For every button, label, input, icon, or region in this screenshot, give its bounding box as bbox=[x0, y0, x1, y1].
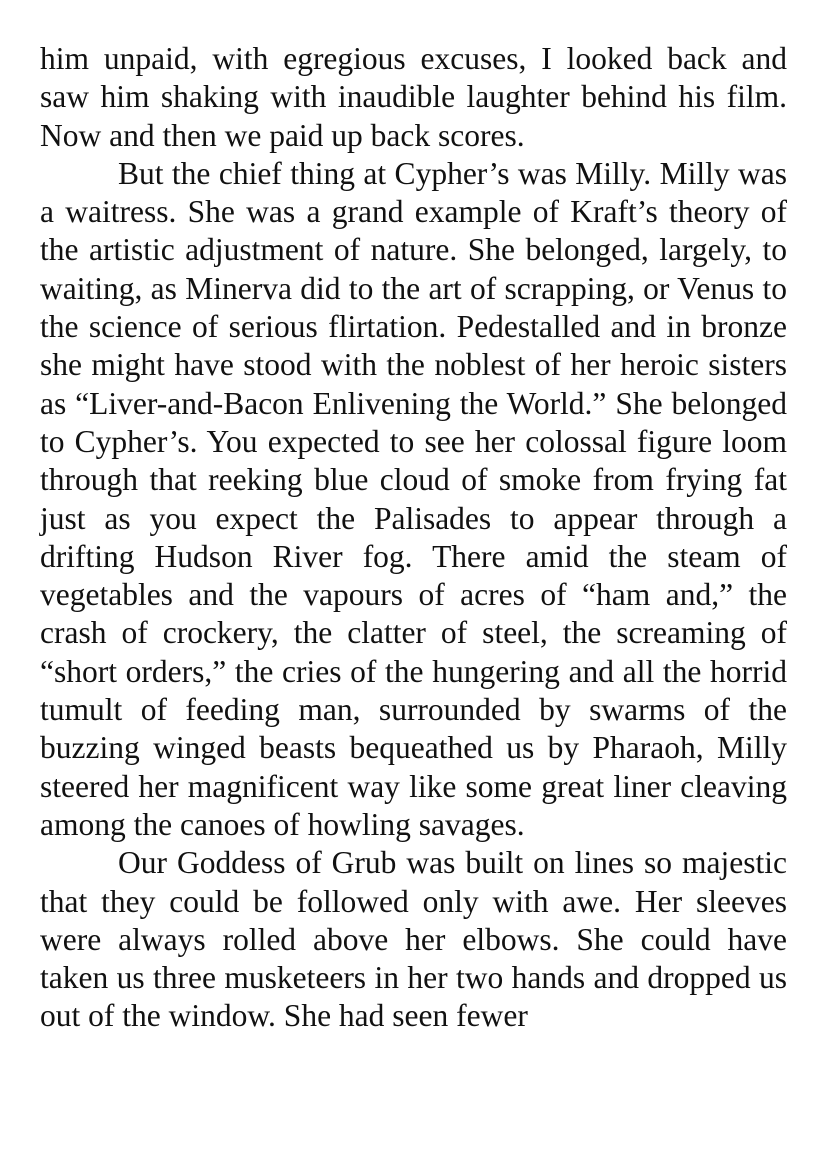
paragraph-continued: him unpaid, with egregious excuses, I looked back and saw him shaking with inaudible laughter behind his film. Now and then we paid up back scores. bbox=[40, 41, 787, 153]
paragraph-goddess-of-grub: Our Goddess of Grub was built on lines so majestic that they could be followed only with awe. Her sleeves were always rolled above her elbows. She could have taken us three musketeers in her two hands and dropped us out of the window. She had seen fewer bbox=[40, 845, 787, 1034]
page-text bbox=[40, 40, 787, 1036]
paragraph-milly: But the chief thing at Cypher’s was Milly. Milly was a waitress. She was a grand example of Kraft’s theory of the artistic adjustment of nature. She belonged, largely, to waiting, as Minerva did to the art of scrapping, or Venus to the science of serious flirtation. Pedestalled and in bronze she might have stood with the noblest of her heroic sisters as “Liver-and-Bacon Enlivening the World.” She belonged to Cypher’s. You expected to see her colossal figure loom through that reeking blue cloud of smoke from frying fat just as you expect the Palisades to appear through a drifting Hudson River fog. There amid the steam of vegetables and the vapours of acres of “ham and,” the crash of crockery, the clatter of steel, the screaming of “short orders,” the cries of the hungering and all the horrid tumult of feeding man, surrounded by swarms of the buzzing winged beasts bequeathed us by Pharaoh, Milly steered her magnificent way like some great liner cleaving among the canoes of howling savages. bbox=[40, 155, 787, 842]
